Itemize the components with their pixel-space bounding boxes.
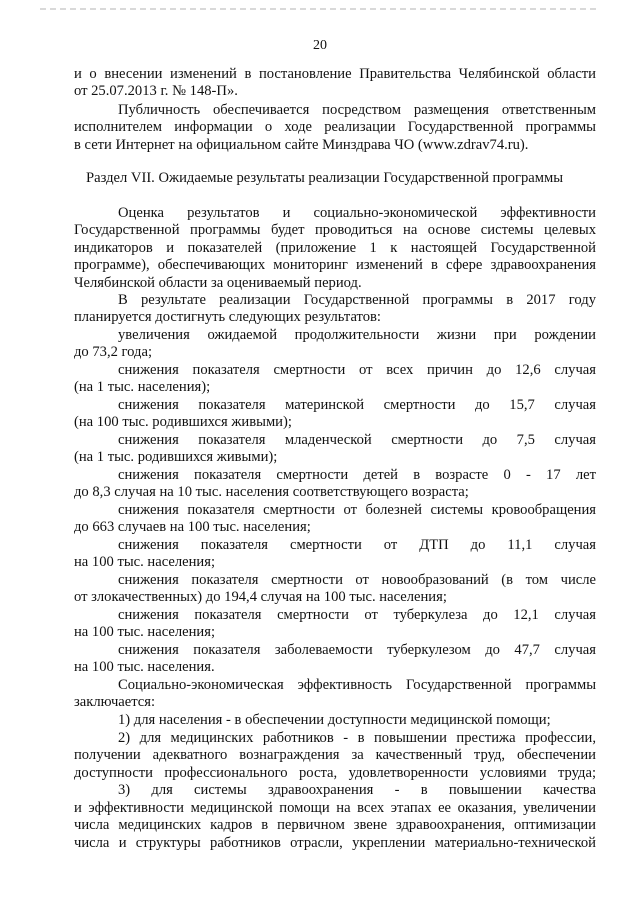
section-heading: Раздел VII. Ожидаемые результаты реализации Государственной программы — [86, 170, 563, 186]
list-item-line: снижения показателя смертности от новообразований (в том числе — [118, 572, 596, 588]
list-item-line: на 100 тыс. населения; — [74, 554, 215, 570]
list-item-line: увеличения ожидаемой продолжительности жизни при рождении — [118, 327, 596, 343]
list-item-line: (на 1 тыс. населения); — [74, 379, 211, 395]
list-item-line: снижения показателя смертности от ДТП до 11,1 случая — [118, 537, 596, 553]
list-item-line: до 8,3 случая на 10 тыс. населения соответствующего возраста; — [74, 484, 469, 500]
list-item-line: (на 100 тыс. родившихся живыми); — [74, 414, 292, 430]
text-line: Челябинской области за оцениваемый период. — [74, 275, 362, 291]
text-line: в сети Интернет на официальном сайте Минздрава ЧО (www.zdrav74.ru). — [74, 137, 529, 153]
page-number: 20 — [313, 38, 327, 53]
text-line: Оценка результатов и социально-экономической эффективности — [118, 205, 596, 221]
list-item-line: до 663 случаев на 100 тыс. населения; — [74, 519, 311, 535]
list-item-line: на 100 тыс. населения; — [74, 624, 215, 640]
text-line: и о внесении изменений в постановление Правительства Челябинской области — [74, 66, 596, 82]
list-item-line: до 73,2 года; — [74, 344, 153, 360]
list-item-line: снижения показателя материнской смертности до 15,7 случая — [118, 397, 596, 413]
numbered-item-line: получении адекватного вознаграждения за качественный труд, обеспечении — [74, 747, 596, 763]
list-item-line: снижения показателя смертности от всех причин до 12,6 случая — [118, 362, 596, 378]
text-line: программе), обеспечивающих мониторинг изменений в сфере здравоохранения — [74, 257, 596, 273]
list-item-line: от злокачественных) до 194,4 случая на 100 тыс. населения; — [74, 589, 447, 605]
text-line: исполнителем информации о ходе реализации Государственной программы — [74, 119, 596, 135]
numbered-item-line: числа медицинских кадров в первичном звене здравоохранения, оптимизации — [74, 817, 596, 833]
numbered-item-line: 3) для системы здравоохранения - в повышении качества — [118, 782, 596, 798]
numbered-item-line: 2) для медицинских работников - в повышении престижа профессии, — [118, 730, 596, 746]
list-item-line: снижения показателя заболеваемости туберкулезом до 47,7 случая — [118, 642, 596, 658]
text-line: заключается: — [74, 694, 156, 710]
list-item-line: снижения показателя смертности детей в возрасте 0 - 17 лет — [118, 467, 596, 483]
text-line: Государственной программы будет проводиться на основе системы целевых — [74, 222, 596, 238]
text-line: В результате реализации Государственной программы в 2017 году — [118, 292, 596, 308]
numbered-item-line: и эффективности медицинской помощи на всех этапах ее оказания, увеличении — [74, 800, 596, 816]
text-line: Публичность обеспечивается посредством размещения ответственным — [118, 102, 596, 118]
text-line: от 25.07.2013 г. № 148-П». — [74, 83, 238, 99]
numbered-item-line: доступности профессионального роста, удовлетворенности условиями труда; — [74, 765, 596, 781]
list-item-line: снижения показателя младенческой смертности до 7,5 случая — [118, 432, 596, 448]
numbered-item-line: 1) для населения - в обеспечении доступности медицинской помощи; — [118, 712, 551, 728]
text-line: Социально-экономическая эффективность Государственной программы — [118, 677, 596, 693]
numbered-item-line: числа и структуры работников отрасли, укреплении материально-технической — [74, 835, 596, 851]
list-item-line: снижения показателя смертности от туберкулеза до 12,1 случая — [118, 607, 596, 623]
scan-artifact-line — [40, 8, 600, 10]
text-line: планируется достигнуть следующих результатов: — [74, 309, 381, 325]
list-item-line: на 100 тыс. населения. — [74, 659, 215, 675]
list-item-line: (на 1 тыс. родившихся живыми); — [74, 449, 278, 465]
list-item-line: снижения показателя смертности от болезней системы кровообращения — [118, 502, 596, 518]
text-line: индикаторов и показателей (приложение 1 к настоящей Государственной — [74, 240, 596, 256]
